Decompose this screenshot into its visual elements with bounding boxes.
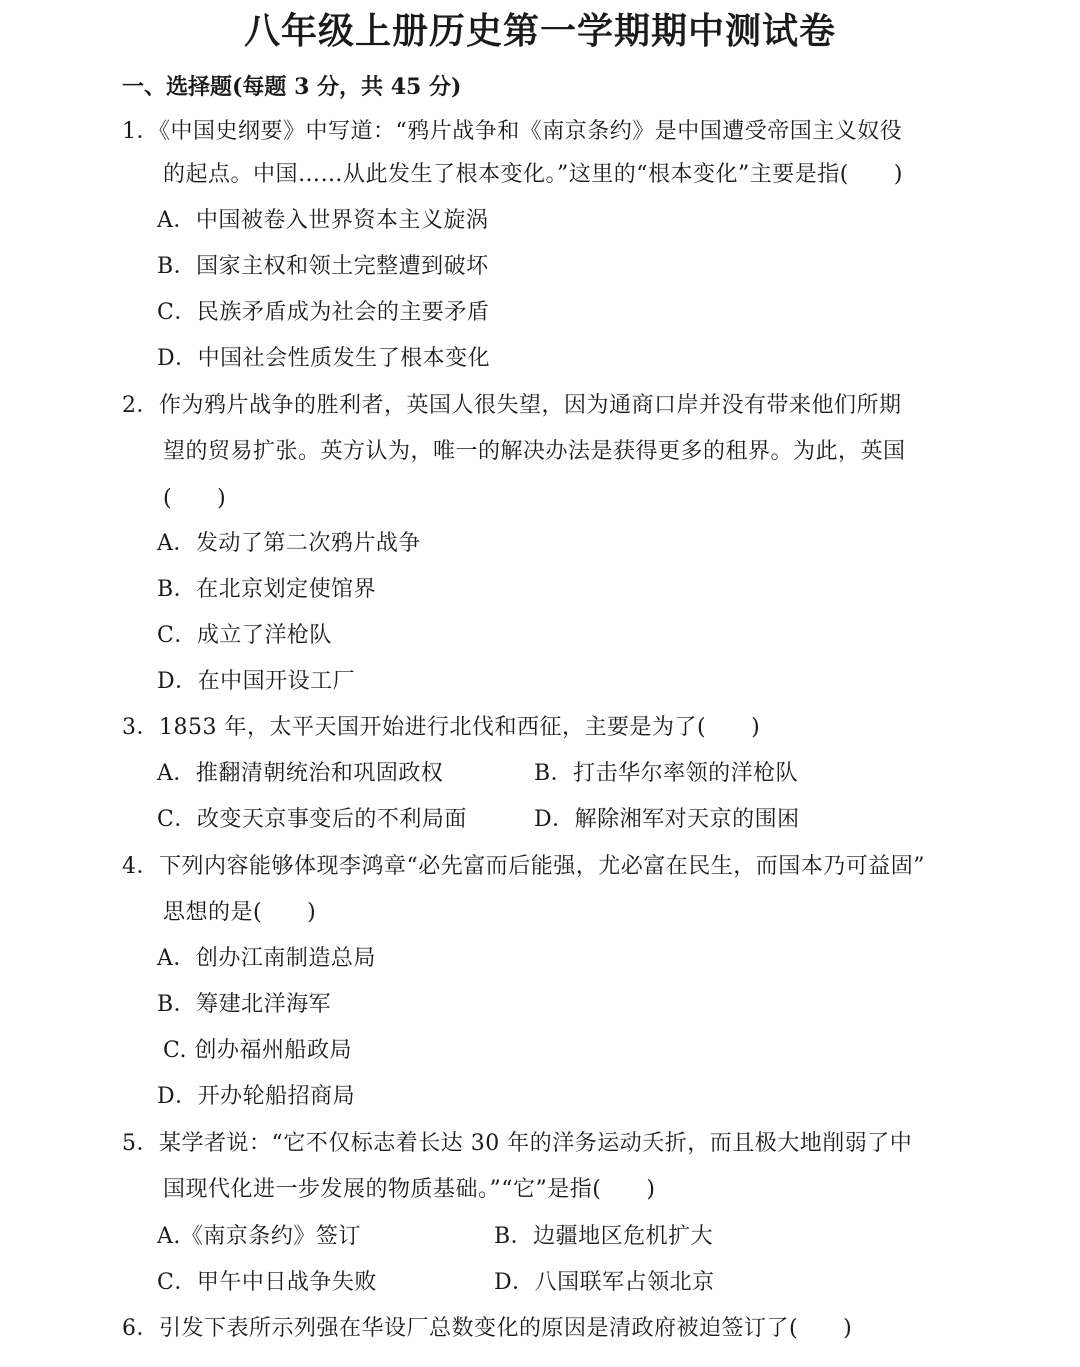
question-1-option-c: C．民族矛盾成为社会的主要矛盾 [157, 300, 490, 325]
page-title: 八年级上册历史第一学期期中测试卷 [243, 11, 836, 52]
question-2-line-3: ( ) [163, 486, 227, 511]
question-3-option-a: A．推翻清朝统治和巩固政权 [157, 761, 444, 786]
question-2-option-d: D．在中国开设工厂 [157, 669, 356, 694]
question-5-line-1: 5．某学者说：“它不仅标志着长达 30 年的洋务运动夭折，而且极大地削弱了中 [122, 1131, 913, 1156]
question-5-option-b: B．边疆地区危机扩大 [494, 1224, 714, 1249]
question-3-line-1: 3．1853 年，太平天国开始进行北伐和西征，主要是为了( ) [122, 715, 761, 740]
question-2-line-2: 望的贸易扩张。英方认为，唯一的解决办法是获得更多的租界。为此，英国 [163, 439, 906, 464]
section-heading: 一、选择题(每题 3 分，共 45 分) [122, 74, 462, 100]
question-1-line-1: 1．《中国史纲要》中写道：“鸦片战争和《南京条约》是中国遭受帝国主义奴役 [122, 119, 903, 144]
question-5-option-a: A.《南京条约》签订 [157, 1224, 361, 1249]
question-4-line-1: 4．下列内容能够体现李鸿章“必先富而后能强，尤必富在民生，而国本乃可益固” [122, 854, 925, 879]
question-4-option-c: C. 创办福州船政局 [163, 1038, 353, 1063]
question-1-option-d: D．中国社会性质发生了根本变化 [157, 346, 491, 371]
question-2-option-c: C．成立了洋枪队 [157, 623, 332, 648]
question-4-line-2: 思想的是( ) [163, 900, 317, 925]
question-3-option-d: D．解除湘军对天京的围困 [534, 807, 800, 832]
question-2-line-1: 2．作为鸦片战争的胜利者，英国人很失望，因为通商口岸并没有带来他们所期 [122, 393, 902, 418]
question-5-option-c: C．甲午中日战争失败 [157, 1270, 377, 1295]
question-4-option-a: A．创办江南制造总局 [157, 946, 376, 971]
question-1-option-a: A．中国被卷入世界资本主义旋涡 [157, 208, 489, 233]
question-1-line-2: 的起点。中国……从此发生了根本变化。”这里的“根本变化”主要是指( ) [163, 162, 903, 187]
question-2-option-b: B．在北京划定使馆界 [157, 577, 377, 602]
question-4-option-b: B．筹建北洋海军 [157, 992, 332, 1017]
question-5-option-d: D．八国联军占领北京 [494, 1270, 715, 1295]
question-5-line-2: 国现代化进一步发展的物质基础。”“它”是指( ) [163, 1177, 656, 1202]
question-4-option-d: D．开办轮船招商局 [157, 1084, 356, 1109]
question-3-option-c: C．改变天京事变后的不利局面 [157, 807, 467, 832]
question-1-option-b: B．国家主权和领土完整遭到破坏 [157, 254, 489, 279]
question-3-option-b: B．打击华尔率领的洋枪队 [534, 761, 799, 786]
question-2-option-a: A．发动了第二次鸦片战争 [157, 531, 421, 556]
question-6-line-1: 6．引发下表所示列强在华设厂总数变化的原因是清政府被迫签订了( ) [122, 1316, 853, 1341]
